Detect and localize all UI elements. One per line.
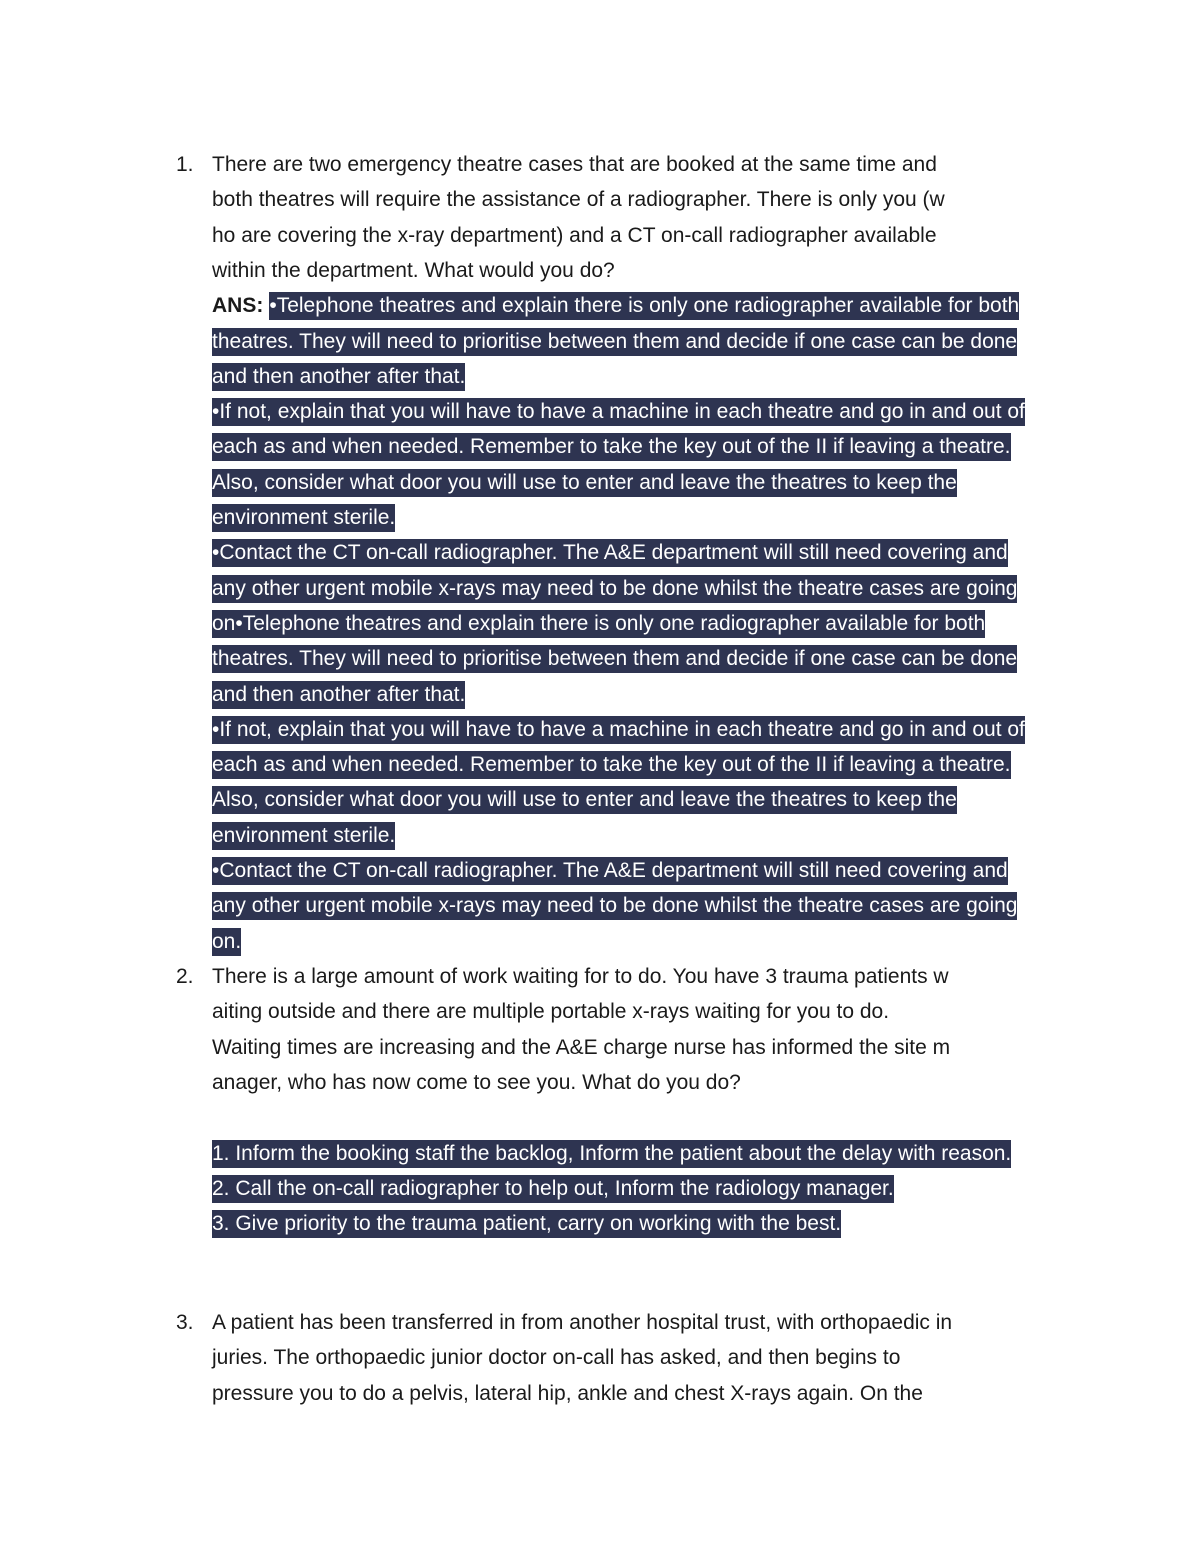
answer-line [212,924,241,959]
highlighted-answer-text: each as and when needed. Remember to take the key out of the II if leaving a theatre. [212,433,1011,461]
question-text-line: both theatres will require the assistance of a radiographer. There is only you (w [212,188,945,212]
answer-line [212,677,465,712]
question-text-line: juries. The orthopaedic junior doctor on-call has asked, and then begins to [212,1346,901,1370]
question-number: 2. [176,965,194,988]
question-text-line: Waiting times are increasing and the A&E charge nurse has informed the site m [212,1035,951,1059]
highlighted-answer-text: each as and when needed. Remember to take the key out of the II if leaving a theatre. [212,751,1011,779]
answer-line [212,1206,841,1241]
highlighted-answer-text: environment sterile. [212,822,395,850]
highlighted-answer-text: any other urgent mobile x-rays may need to be done whilst the theatre cases are going [212,575,1017,603]
highlighted-answer-text: any other urgent mobile x-rays may need to be done whilst the theatre cases are going [212,892,1017,920]
question-number: 3. [176,1311,194,1334]
answer-line [212,818,395,853]
answer-line [212,888,1017,923]
highlighted-answer-text: 1. Inform the booking staff the backlog, Inform the patient about the delay with reason. [212,1140,1011,1168]
answer-line [212,394,1025,429]
answer-line [212,288,1019,323]
question-text-line: There is a large amount of work waiting for to do. You have 3 trauma patients w [212,965,949,988]
answer-label: ANS: [212,294,264,318]
question-text-line: aiting outside and there are multiple portable x-rays waiting for you to do. [212,1000,890,1024]
answer-line [212,571,1017,606]
highlighted-answer-text: environment sterile. [212,504,395,532]
highlighted-answer-text: 3. Give priority to the trauma patient, carry on working with the best. [212,1210,841,1238]
highlighted-answer-text: •If not, explain that you will have to have a machine in each theatre and go in and out of [212,716,1025,744]
answer-line [212,500,395,535]
answer-line [212,782,957,817]
question-text-line: There are two emergency theatre cases that are booked at the same time and [212,153,937,176]
highlighted-answer-text: 2. Call the on-call radiographer to help out, Inform the radiology manager. [212,1175,894,1203]
highlighted-answer-text: and then another after that. [212,363,465,391]
answer-line [212,606,985,641]
answer-line [212,535,1008,570]
highlighted-answer-text: Also, consider what door you will use to enter and leave the theatres to keep the [212,469,957,497]
question-text-line: ho are covering the x-ray department) and a CT on-call radiographer available [212,223,937,247]
highlighted-answer-text: •Contact the CT on-call radiographer. The A&E department will still need covering and [212,857,1008,885]
highlighted-answer-text: on•Telephone theatres and explain there is only one radiographer available for both [212,610,985,638]
answer-line [212,1136,1011,1171]
highlighted-answer-text: •If not, explain that you will have to have a machine in each theatre and go in and out of [212,398,1025,426]
answer-line [212,465,957,500]
question-text-line: A patient has been transferred in from another hospital trust, with orthopaedic in [212,1311,953,1334]
answer-line [212,359,465,394]
answer-line [212,853,1008,888]
question-text-line: anager, who has now come to see you. What do you do? [212,1070,741,1094]
highlighted-answer-text: on. [212,928,241,956]
answer-line [212,324,1017,359]
highlighted-answer-text: Also, consider what door you will use to enter and leave the theatres to keep the [212,786,957,814]
highlighted-answer-text: theatres. They will need to prioritise between them and decide if one case can be done [212,328,1017,356]
answer-line [212,712,1025,747]
answer-line [212,1171,894,1206]
answer-line [212,429,1011,464]
highlighted-answer-text: theatres. They will need to prioritise between them and decide if one case can be done [212,645,1017,673]
highlighted-answer-text: •Contact the CT on-call radiographer. The A&E department will still need covering and [212,539,1008,567]
question-text-line: pressure you to do a pelvis, lateral hip, ankle and chest X-rays again. On the [212,1381,923,1405]
highlighted-answer-text: •Telephone theatres and explain there is only one radiographer available for both [269,292,1019,320]
question-number: 1. [176,153,194,176]
answer-line [212,747,1011,782]
highlighted-answer-text: and then another after that. [212,681,465,709]
answer-line [212,641,1017,676]
question-text-line: within the department. What would you do? [212,258,615,282]
